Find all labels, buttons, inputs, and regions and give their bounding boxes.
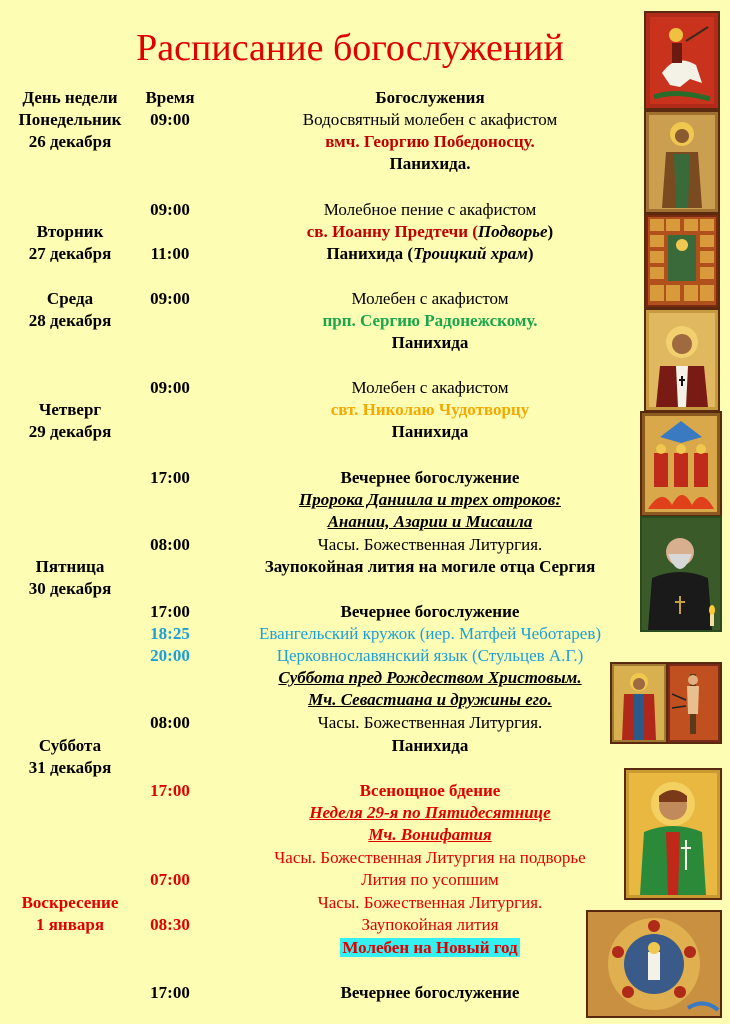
wednesday-service-3: Панихида — [391, 333, 469, 352]
tuesday-date: 27 декабря — [28, 244, 112, 263]
thursday-date: 29 декабря — [28, 422, 112, 441]
thursday-day: Четверг — [38, 400, 102, 419]
icon-st-george-image — [644, 11, 720, 110]
wednesday-day: Среда — [46, 289, 94, 308]
wednesday-date: 28 декабря — [28, 311, 112, 330]
friday-service-4: Евангельский кружок (иер. Матфей Чеботарев) — [258, 624, 602, 643]
friday-time-3: 18:25 — [150, 624, 190, 643]
wednesday-time: 09:00 — [150, 289, 190, 308]
saturday-time-1: 08:00 — [150, 713, 190, 732]
sunday-service-6: Вечернее богослужение — [340, 983, 520, 1002]
friday-day: Пятница — [35, 557, 105, 576]
sunday-service-2: Лития по усопшим — [361, 870, 499, 889]
saturday-date: 31 декабря — [28, 758, 112, 777]
saturday-time-2: 17:00 — [150, 781, 190, 800]
sunday-time-3: 17:00 — [150, 983, 190, 1002]
sunday-date: 1 января — [35, 915, 105, 934]
thursday-service-1: Молебен с акафистом — [351, 378, 509, 397]
sunday-service-5 — [220, 937, 640, 959]
friday-service-2: Заупокойная лития на могиле отца Сергия — [264, 557, 596, 576]
monday-date: 26 декабря — [28, 132, 112, 151]
icon-martyr-sebastian-image — [610, 662, 668, 744]
friday-date: 30 декабря — [28, 579, 112, 598]
tuesday-service-2: св. Иоанну Предтечи (Подворье) — [306, 222, 554, 241]
saturday-service-1: Часы. Божественная Литургия. — [317, 713, 543, 732]
saturday-service-4: Неделя 29-я по Пятидесятнице — [309, 803, 551, 822]
thursday-service-6: Анании, Азарии и Мисаила — [327, 512, 533, 531]
icon-martyr-boniface-image — [624, 768, 722, 900]
wednesday-service-1: Молебен с акафистом — [351, 289, 509, 308]
sunday-service-4: Заупокойная лития — [361, 915, 499, 934]
friday-service-3: Вечернее богослужение — [340, 602, 520, 621]
tuesday-service-1: Молебное пение с акафистом — [323, 200, 537, 219]
friday-service-1: Часы. Божественная Литургия. — [317, 535, 543, 554]
page-title: Расписание богослужений — [136, 27, 564, 69]
sunday-service-3: Часы. Божественная Литургия. — [317, 893, 543, 912]
monday-service-2: вмч. Георгию Победоносцу. — [325, 132, 535, 151]
thursday-service-5: Пророка Даниила и трех отроков: — [298, 490, 562, 509]
wednesday-service-2: прп. Сергию Радонежскому. — [322, 311, 538, 330]
friday-service-6: Суббота пред Рождеством Христовым. — [278, 668, 582, 687]
header-time: Время — [145, 88, 195, 107]
thursday-service-4: Вечернее богослужение — [340, 468, 520, 487]
sunday-time-2: 08:30 — [150, 915, 190, 934]
saturday-service-3: Всенощное бдение — [359, 781, 501, 800]
monday-service-3: Панихида. — [389, 154, 471, 173]
monday-time: 09:00 — [150, 110, 190, 129]
header-service: Богослужения — [375, 88, 485, 107]
sunday-service-1: Часы. Божественная Литургия на подворье — [274, 848, 586, 867]
icon-martyr-sebastian-scene-image — [666, 662, 722, 744]
saturday-service-2: Панихида — [391, 736, 469, 755]
icon-john-baptist-image — [644, 110, 720, 214]
thursday-service-3: Панихида — [391, 422, 469, 441]
header-day: День недели — [22, 88, 118, 107]
icon-three-youths-image — [640, 411, 722, 517]
new-year-highlight: Молебен на Новый год — [342, 938, 518, 957]
tuesday-service-3: Панихида (Троицкий храм) — [326, 244, 534, 263]
tuesday-time-2: 11:00 — [150, 244, 190, 263]
icon-john-hagiography-image — [644, 213, 720, 309]
icon-st-nicholas-image — [644, 308, 720, 412]
saturday-service-5: Мч. Вонифатия — [368, 825, 492, 844]
thursday-time-1: 09:00 — [150, 378, 190, 397]
friday-time-4: 20:00 — [150, 646, 190, 665]
icon-fr-sergius-photo — [640, 516, 722, 632]
friday-time-1: 08:00 — [150, 535, 190, 554]
friday-service-5: Церковнославянский язык (Стульцев А.Г.) — [276, 646, 584, 665]
icon-all-saints-image — [586, 910, 722, 1018]
saturday-day: Суббота — [38, 736, 102, 755]
friday-service-7: Мч. Севастиана и дружины его. — [308, 690, 552, 709]
sunday-day: Воскресение — [21, 893, 119, 912]
tuesday-day: Вторник — [36, 222, 104, 241]
thursday-time-2: 17:00 — [150, 468, 190, 487]
friday-time-2: 17:00 — [150, 602, 190, 621]
sunday-time-1: 07:00 — [150, 870, 190, 889]
monday-service-1: Водосвятный молебен с акафистом — [302, 110, 558, 129]
monday-day: Понедельник — [18, 110, 122, 129]
thursday-service-2: свт. Николаю Чудотворцу — [330, 400, 530, 419]
tuesday-time-1: 09:00 — [150, 200, 190, 219]
